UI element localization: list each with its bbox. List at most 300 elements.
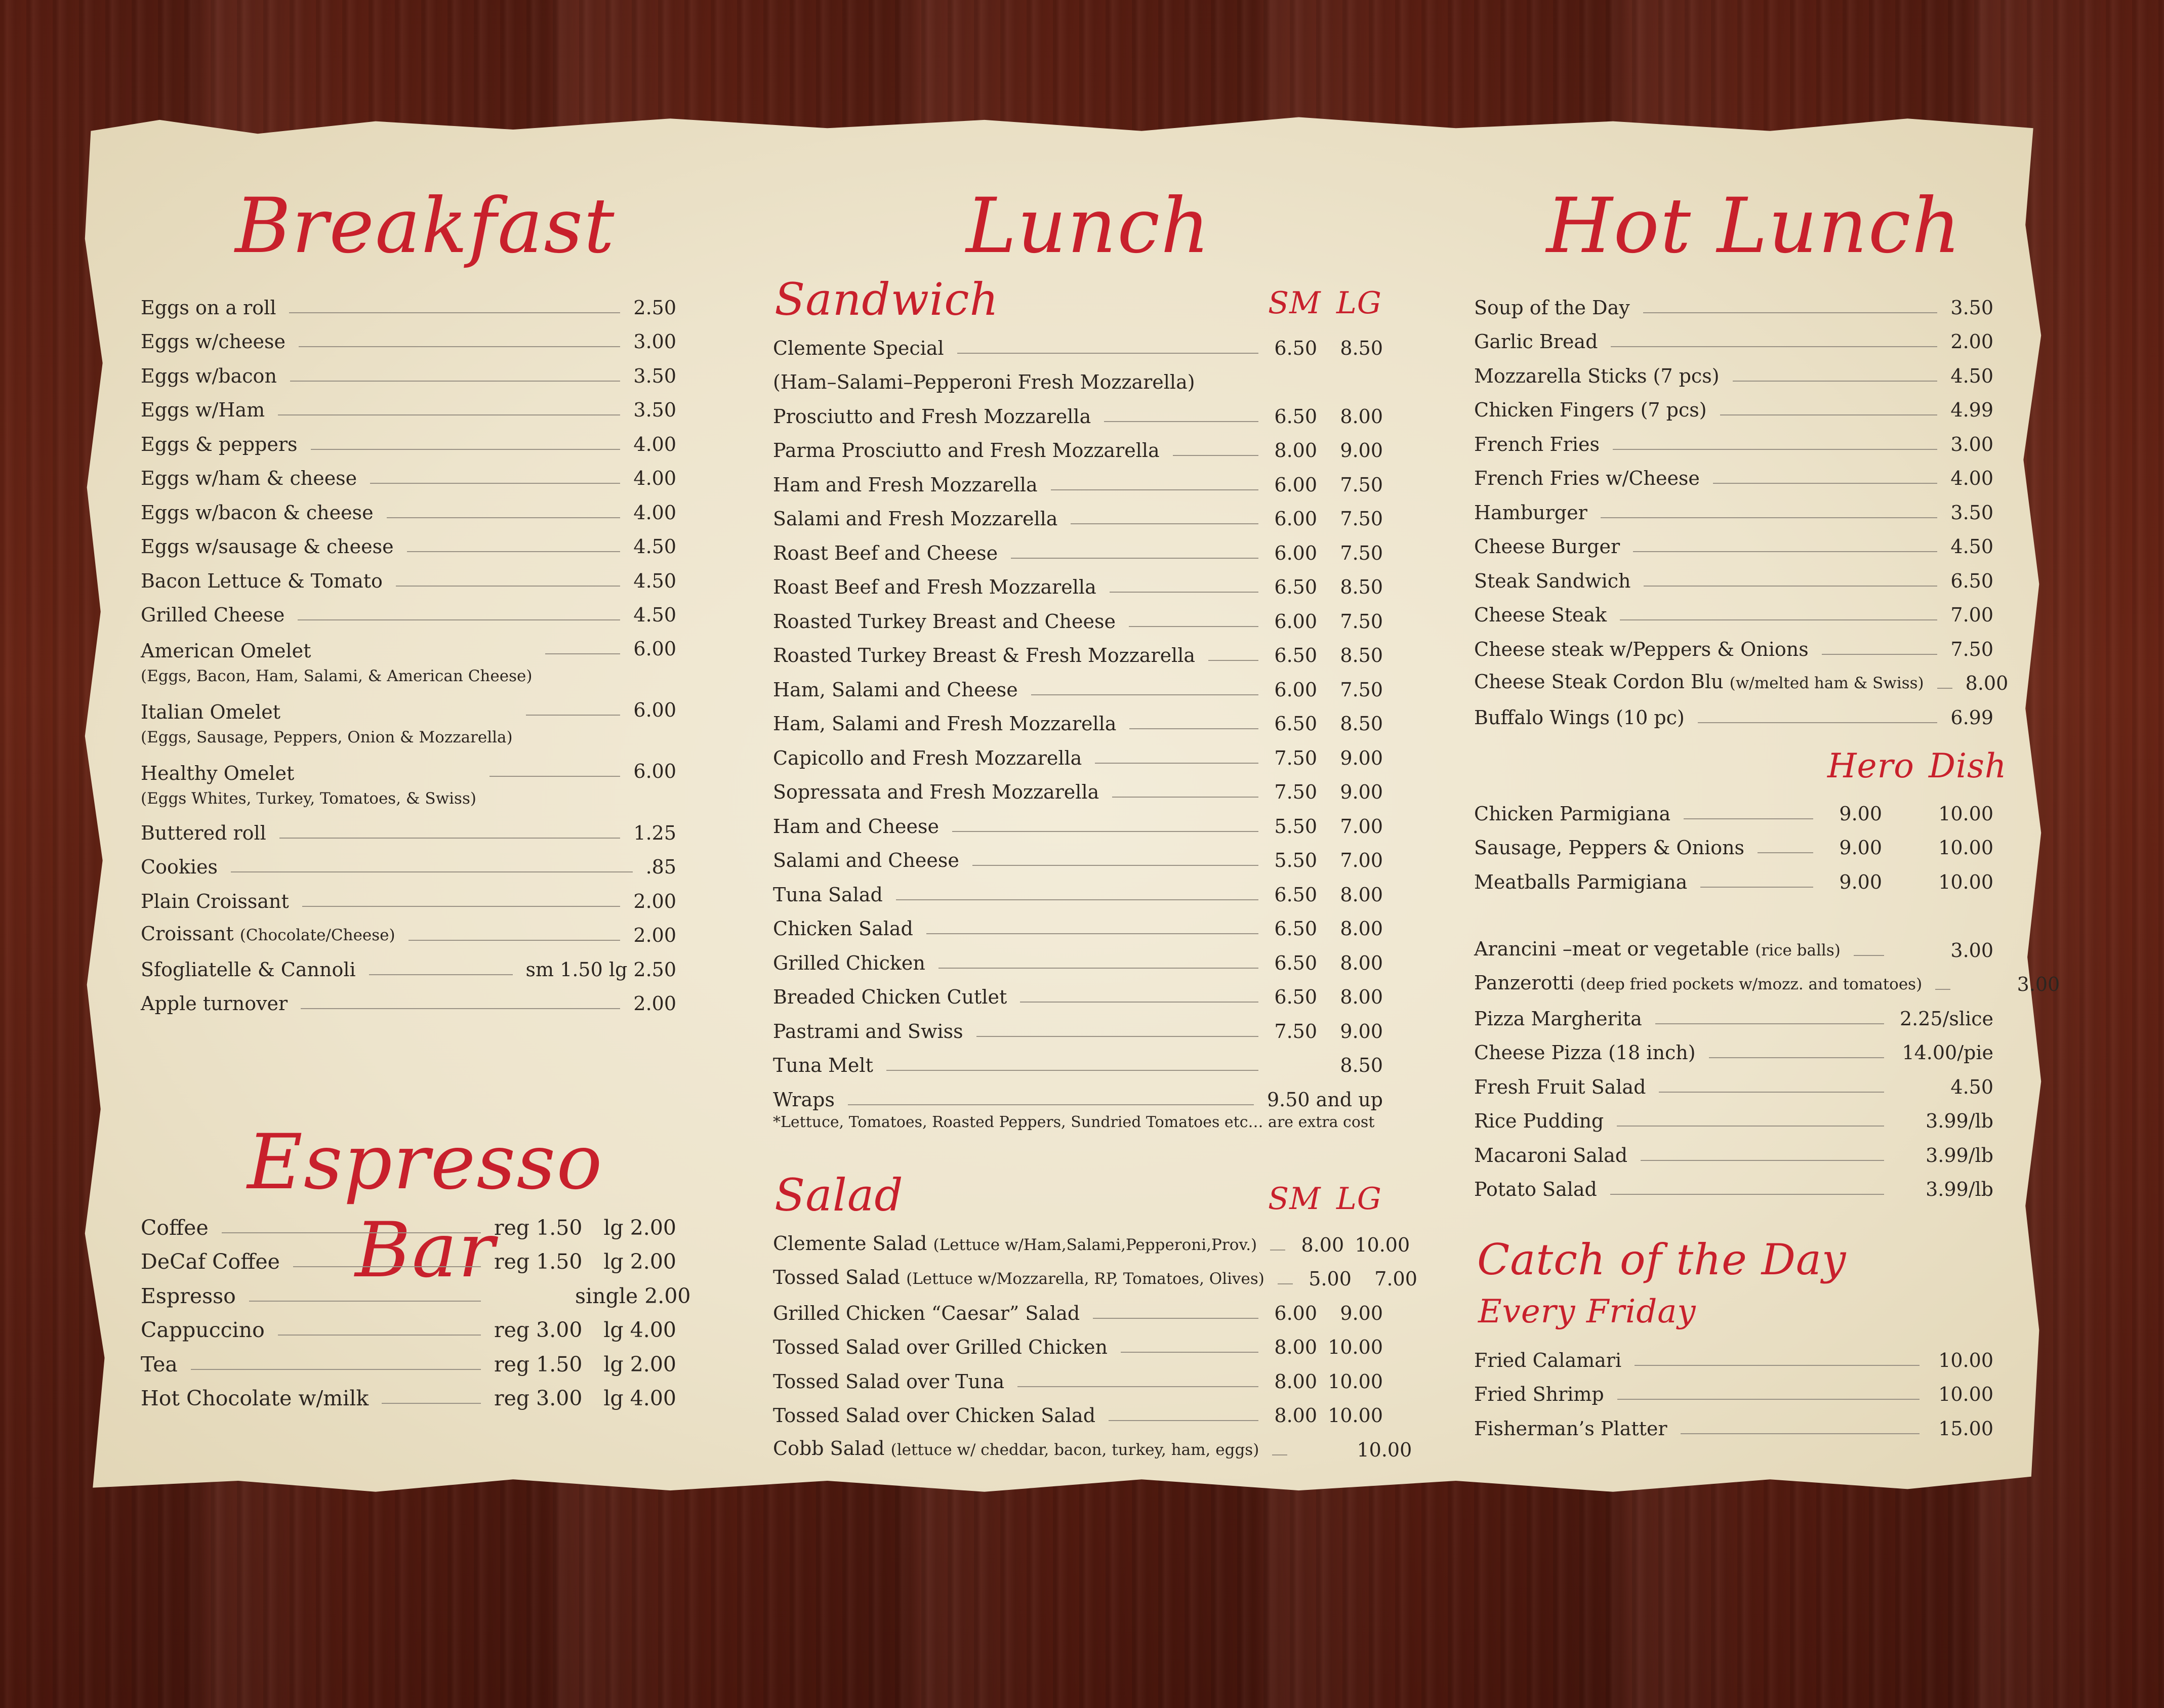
item-price-large: 7.50 (1340, 473, 1383, 496)
item-name-text: Roasted Turkey Breast & Fresh Mozzarella (773, 644, 1196, 666)
item-name-text: Eggs w/bacon & cheese (141, 501, 374, 524)
item-name-text: Cheese Pizza (18 inch) (1474, 1042, 1696, 1064)
menu-item (773, 734, 1383, 768)
item-price-small: 6.00 (1274, 541, 1317, 564)
item-price: 2.00 (633, 992, 676, 1015)
leader-line (290, 381, 620, 382)
menu-item (773, 392, 1383, 427)
item-price: 3.99/lb (1926, 1144, 1993, 1167)
leader-line (1031, 694, 1258, 695)
leader-line (293, 1266, 481, 1267)
item-name-text: Grilled Cheese (141, 604, 285, 626)
item-name-text: Cheese Steak (1474, 604, 1607, 626)
item-name-text: Chicken Fingers (7 pcs) (1474, 399, 1707, 421)
menu-item (773, 495, 1383, 529)
salad-lg-label: LG (1336, 1181, 1382, 1217)
item-name (1474, 1350, 1621, 1370)
hero-dish-list (1474, 789, 1993, 892)
item-name (773, 1267, 1264, 1289)
menu-item (1474, 1029, 1993, 1063)
menu-item (1474, 557, 1993, 591)
dish-price: 10.00 (1938, 837, 1993, 859)
item-name-text: French Fries (1474, 433, 1600, 455)
leader-line (886, 1070, 1258, 1071)
item-name (773, 1021, 963, 1042)
item-price-large: 7.00 (1340, 849, 1383, 871)
menu-item (141, 1238, 676, 1272)
item-price-large: 10.00 (1328, 1336, 1383, 1358)
item-price: 8.00 (1965, 672, 2009, 694)
item-price-small: 6.00 (1274, 473, 1317, 496)
leader-line (409, 940, 621, 941)
item-price-large: lg 2.00 (603, 1215, 676, 1240)
item-name (1474, 639, 1809, 659)
hero-label: Hero (1827, 746, 1914, 785)
item-name (1474, 434, 1600, 454)
item-note: (Lettuce w/Ham,Salami,Pepperoni,Prov.) (933, 1235, 1257, 1254)
menu-item (773, 324, 1383, 358)
menu-item (1474, 352, 1993, 386)
catch-title: Catch of the Day (1477, 1235, 1847, 1284)
item-name: Tea (141, 1352, 178, 1377)
item-price: 3.00 (1950, 939, 1993, 962)
leader-line (1613, 449, 1937, 450)
breakfast-list (141, 283, 676, 1014)
item-name (141, 924, 395, 945)
menu-item (1474, 454, 1993, 489)
leader-line (1011, 558, 1258, 559)
leader-line (1601, 517, 1938, 518)
salad-sm-label: SM (1268, 1181, 1321, 1217)
item-name (141, 503, 374, 523)
item-price-large: 7.00 (1340, 815, 1383, 838)
item-price: 3.50 (633, 399, 676, 421)
item-price-small: 7.50 (1274, 746, 1317, 769)
item-price-large: lg 2.00 (603, 1249, 676, 1274)
leader-line (938, 968, 1258, 969)
item-name (773, 816, 939, 837)
leader-line (289, 312, 620, 313)
item-name-text: Capicollo and Fresh Mozzarella (773, 746, 1082, 769)
item-name-text: Mozzarella Sticks (7 pcs) (1474, 364, 1720, 387)
leader-line (952, 831, 1258, 832)
menu-item (1474, 420, 1993, 454)
menu-item (1474, 591, 1993, 626)
catch-list (1474, 1336, 1993, 1439)
dish-price: 10.00 (1938, 802, 1993, 825)
leader-line (1659, 1092, 1884, 1093)
menu-item (773, 837, 1383, 871)
menu-item (1474, 693, 1993, 728)
item-price-large: lg 2.00 (603, 1352, 676, 1377)
leader-line (1643, 312, 1938, 313)
menu-item (773, 1042, 1383, 1076)
item-note: (w/melted ham & Swiss) (1729, 674, 1924, 692)
item-name (1474, 973, 1922, 994)
item-name-text: Healthy Omelet (141, 762, 295, 784)
leader-line (1020, 1002, 1258, 1003)
item-price-small: 5.00 (1309, 1268, 1352, 1290)
leader-line (370, 483, 620, 484)
leader-line (1208, 660, 1258, 661)
menu-item (141, 591, 676, 626)
item-note: (rice balls) (1755, 941, 1841, 960)
item-description (773, 358, 1383, 393)
leader-line (1112, 797, 1258, 798)
hero-dish-heading (1822, 746, 2015, 787)
leader-line (1051, 489, 1258, 490)
menu-item (1474, 659, 2009, 694)
item-name (141, 536, 394, 557)
item-price-large: 8.00 (1340, 883, 1383, 906)
menu-item (141, 843, 676, 878)
item-name (773, 1337, 1108, 1357)
item-price: 6.50 (1950, 569, 1993, 592)
menu-item (141, 352, 676, 386)
item-name-text: Steak Sandwich (1474, 569, 1631, 592)
item-price: 3.00 (2017, 973, 2060, 995)
item-price-large: 8.00 (1340, 405, 1383, 428)
leader-line (1278, 1283, 1293, 1284)
item-name: DeCaf Coffee (141, 1249, 280, 1274)
hot-lunch-title: Hot Lunch (1546, 182, 1962, 270)
item-price: 2.25/slice (1900, 1007, 1993, 1030)
leader-line (976, 1036, 1258, 1037)
item-name (773, 611, 1116, 632)
menu-item (141, 747, 676, 809)
item-note: (deep fried pockets w/mozz. and tomatoes) (1580, 975, 1923, 993)
item-name (141, 571, 383, 591)
item-name-text: Hamburger (1474, 501, 1587, 524)
item-name-text: French Fries w/Cheese (1474, 467, 1700, 489)
hero-price: 9.00 (1839, 837, 1882, 859)
item-name (1474, 1077, 1646, 1097)
leader-line (1641, 1160, 1884, 1161)
menu-item (141, 386, 676, 421)
hot-lunch-list (1474, 283, 2009, 729)
menu-item (1474, 858, 1993, 892)
item-name: Sausage, Peppers & Onions (1474, 837, 1745, 859)
item-name (773, 440, 1160, 461)
espresso-title: Espresso Bar (247, 1118, 603, 1295)
leader-line (1611, 346, 1937, 347)
sandwich-list (773, 324, 1383, 1110)
item-price-large: 10.00 (1357, 1438, 1412, 1461)
item-name (773, 850, 959, 870)
item-price-large: 9.00 (1340, 1302, 1383, 1324)
leader-line (1635, 1365, 1920, 1366)
item-name-text: Apple turnover (141, 992, 288, 1015)
leader-line (302, 906, 621, 907)
item-price: 4.50 (1950, 364, 1993, 387)
menu-item (141, 945, 676, 980)
item-price-large: 8.00 (1340, 918, 1383, 940)
item-name (141, 605, 284, 625)
item-price-small: 6.50 (1274, 405, 1317, 428)
menu-item (141, 1203, 676, 1238)
item-name (1474, 503, 1587, 523)
menu-item (1474, 625, 1993, 659)
leader-line (1071, 523, 1258, 524)
menu-item (1474, 1370, 1993, 1405)
hero-price: 9.00 (1839, 870, 1882, 893)
menu-item (1474, 1165, 1993, 1200)
sandwich-label: Sandwich (774, 273, 999, 325)
item-price: 4.50 (633, 569, 676, 592)
item-name: Chicken Parmigiana (1474, 802, 1671, 825)
item-name (141, 434, 298, 454)
item-price: 4.50 (1950, 1075, 1993, 1098)
leader-line (1270, 1249, 1285, 1251)
item-price-small: 6.50 (1274, 337, 1317, 359)
item-price: sm 1.50 lg 2.50 (525, 958, 676, 981)
item-name-text: Eggs on a roll (141, 296, 276, 319)
item-price-large: 10.00 (1355, 1233, 1410, 1256)
item-name (141, 891, 289, 911)
menu-item (773, 1289, 1383, 1323)
item-price-small: 6.50 (1274, 918, 1317, 940)
item-price-small: 5.50 (1274, 815, 1317, 838)
item-name-text: Fresh Fruit Salad (1474, 1075, 1646, 1098)
item-note: (Lettuce w/Mozzarella, RP, Tomatoes, Olives) (906, 1270, 1264, 1288)
espresso-list (141, 1203, 691, 1410)
leader-line (311, 449, 621, 450)
item-name-text: Garlic Bread (1474, 330, 1598, 353)
leader-line (489, 776, 620, 777)
item-name (1474, 400, 1707, 420)
item-name-text: Ham, Salami and Fresh Mozzarella (773, 713, 1117, 735)
leader-line (926, 933, 1258, 934)
item-name: Cappuccino (141, 1318, 265, 1342)
item-name (1474, 939, 1841, 961)
menu-item (773, 905, 1383, 939)
item-name-text: Eggs w/bacon (141, 364, 277, 387)
other-items-list (1474, 926, 2060, 1200)
item-name-text: Grilled Chicken (773, 951, 925, 974)
item-price: 3.50 (1950, 296, 1993, 319)
leader-line (279, 838, 621, 839)
item-price-small: 8.00 (1274, 1370, 1317, 1393)
item-price: 7.00 (1950, 604, 1993, 626)
leader-line (396, 586, 620, 587)
item-price-large: 10.00 (1328, 1370, 1383, 1393)
leader-line (249, 1301, 481, 1302)
item-price-small: 7.50 (1274, 1020, 1317, 1043)
menu-item (141, 454, 676, 489)
sandwich-sm-label: SM (1268, 285, 1321, 321)
item-name (141, 857, 218, 877)
item-name-text: Arancini –meat or vegetable (1474, 937, 1749, 960)
menu-item (141, 809, 676, 843)
item-name (773, 1055, 873, 1075)
menu-item (773, 768, 1383, 803)
item-name (773, 1371, 1004, 1392)
menu-item (1474, 961, 2060, 995)
item-price: 15.00 (1938, 1417, 1993, 1440)
item-name (773, 987, 1007, 1007)
item-name: Meatballs Parmigiana (1474, 870, 1688, 893)
menu-item (141, 283, 676, 318)
item-price-large: 7.50 (1340, 508, 1383, 530)
item-price-small: 8.00 (1274, 1404, 1317, 1427)
item-name-text: Eggs w/cheese (141, 330, 286, 353)
item-price: 4.00 (1950, 467, 1993, 489)
item-name (141, 400, 265, 420)
leader-line (1617, 1399, 1920, 1400)
item-name-text: Sopressata and Fresh Mozzarella (773, 781, 1099, 803)
menu-item (141, 1272, 691, 1308)
item-name (141, 366, 277, 386)
leader-line (1733, 381, 1938, 382)
item-name (773, 509, 1057, 529)
menu-item (141, 420, 676, 454)
leader-line (369, 974, 513, 975)
item-note: (lettuce w/ cheddar, bacon, turkey, ham, eggs) (890, 1440, 1259, 1459)
leader-line (222, 1232, 481, 1233)
item-name-text: Roasted Turkey Breast and Cheese (773, 610, 1116, 633)
sandwich-heading (774, 273, 1382, 325)
item-name-text: Eggs & peppers (141, 433, 298, 455)
item-name-text: Pizza Margherita (1474, 1007, 1642, 1030)
item-price: 2.50 (633, 296, 676, 319)
item-name (141, 960, 356, 980)
item-name (1474, 605, 1607, 625)
item-name-text: Eggs w/ham & cheese (141, 467, 357, 489)
item-name (773, 338, 944, 358)
item-name-text: Tuna Melt (773, 1054, 873, 1076)
item-name-text: Salami and Fresh Mozzarella (773, 508, 1058, 530)
item-name-text: Ham and Cheese (773, 815, 939, 838)
item-name-text: Plain Croissant (141, 890, 289, 912)
leader-line (191, 1369, 481, 1370)
item-name-text: Sfogliatelle & Cannoli (141, 958, 356, 981)
item-price: 4.99 (1950, 399, 1993, 421)
item-name (141, 468, 357, 488)
leader-line (1104, 421, 1258, 422)
item-name (773, 577, 1096, 597)
item-name (773, 406, 1091, 427)
menu-item (141, 523, 676, 557)
item-name (773, 1090, 835, 1110)
leader-line (407, 551, 621, 552)
item-name-text: Ham and Fresh Mozzarella (773, 473, 1038, 496)
leader-line (387, 517, 621, 518)
item-price-large: 7.50 (1340, 678, 1383, 701)
item-price-small: 5.50 (1274, 849, 1317, 871)
item-name (141, 763, 476, 809)
item-name (773, 1438, 1259, 1460)
menu-item (773, 632, 1383, 666)
leader-line (545, 653, 620, 654)
item-name (773, 748, 1082, 768)
item-name (773, 680, 1018, 700)
item-name-text: Roast Beef and Cheese (773, 541, 998, 564)
item-name-text: Macaroni Salad (1474, 1144, 1628, 1167)
menu-item (773, 700, 1383, 734)
leader-line (957, 353, 1258, 354)
item-price-large: 8.00 (1340, 951, 1383, 974)
item-name (1474, 571, 1630, 591)
item-name-text: Panzerotti (1474, 972, 1574, 994)
item-price-regular: reg 1.50 (494, 1215, 583, 1240)
leader-line (298, 619, 620, 620)
item-price: 4.50 (633, 604, 676, 626)
item-name (141, 702, 513, 747)
leader-line (1121, 1352, 1258, 1353)
menu-item (1474, 789, 1993, 824)
item-name-text: Buttered roll (141, 821, 266, 844)
item-price-small: 8.00 (1274, 439, 1317, 462)
item-description: (Eggs Whites, Turkey, Tomatoes, & Swiss) (141, 789, 476, 808)
leader-line (278, 414, 620, 415)
menu-item (141, 625, 676, 686)
item-name-text: American Omelet (141, 640, 311, 662)
menu-item (773, 1007, 1383, 1042)
item-name (1474, 468, 1700, 488)
item-name (1474, 298, 1630, 318)
item-price-large: single 2.00 (575, 1283, 691, 1308)
item-price-small: 6.50 (1274, 986, 1317, 1008)
sandwich-lg-label: LG (1336, 285, 1382, 321)
item-price-small: 6.50 (1274, 644, 1317, 666)
item-name (773, 782, 1099, 802)
item-price: 10.00 (1938, 1349, 1993, 1371)
menu-item (141, 1374, 676, 1409)
item-name: Coffee (141, 1215, 209, 1240)
item-price-large: lg 4.00 (603, 1386, 676, 1410)
leader-line (1720, 414, 1938, 415)
menu-item (1474, 283, 1993, 318)
menu-item (773, 1392, 1383, 1426)
menu-item (141, 686, 676, 747)
item-name-text: Grilled Chicken “Caesar” Salad (773, 1302, 1080, 1324)
leader-line (1709, 1057, 1884, 1058)
leader-line (278, 1335, 481, 1336)
item-name-text: Cobb Salad (773, 1437, 885, 1460)
item-name (773, 714, 1116, 734)
leader-line (1633, 551, 1937, 552)
item-price-large: 9.00 (1340, 439, 1383, 462)
menu-item (141, 318, 676, 352)
leader-line (526, 715, 621, 716)
item-name-text: Tuna Salad (773, 883, 883, 906)
menu-item (1474, 1336, 1993, 1370)
item-price-large: 8.50 (1340, 1054, 1383, 1076)
menu-item (773, 1255, 1417, 1290)
item-price-small: 6.50 (1274, 713, 1317, 735)
item-name-text: Roast Beef and Fresh Mozzarella (773, 576, 1096, 598)
menu-item (773, 1323, 1383, 1358)
item-price-small: 6.50 (1274, 576, 1317, 598)
item-name: Hot Chocolate w/milk (141, 1386, 369, 1410)
menu-item (141, 980, 676, 1014)
menu-item (773, 973, 1383, 1008)
item-price: .85 (645, 856, 676, 878)
leader-line (1620, 619, 1937, 620)
item-price-large: 9.00 (1340, 746, 1383, 769)
item-name-text: Soup of the Day (1474, 296, 1630, 319)
item-name (1474, 1009, 1642, 1029)
item-name (1474, 1384, 1604, 1404)
leader-line (1129, 626, 1258, 627)
menu-item (773, 529, 1383, 563)
item-price: 10.00 (1938, 1383, 1993, 1405)
item-price-small: 6.00 (1274, 508, 1317, 530)
item-name (773, 953, 925, 973)
item-name-text: Tossed Salad (773, 1266, 900, 1288)
leader-line (1644, 586, 1937, 587)
item-price-large: 8.50 (1340, 644, 1383, 666)
